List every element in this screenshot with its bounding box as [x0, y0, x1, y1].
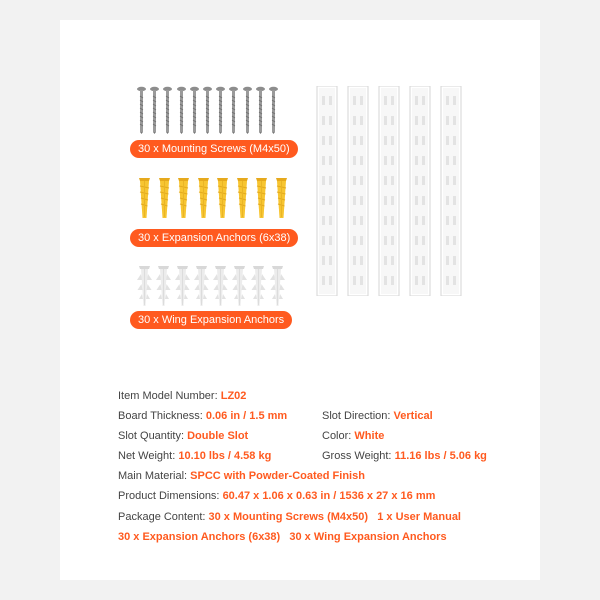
screw-icon: [175, 86, 188, 134]
expansion-anchor-icon: [233, 178, 253, 220]
spec-label: Net Weight:: [118, 450, 176, 462]
wings-row: [135, 266, 287, 308]
spec-quantity: [118, 429, 248, 443]
spec-value: 60.47 x 1.06 x 0.63 in / 1536 x 27 x 16 mm: [222, 490, 436, 502]
expansion-anchor-icon: [135, 178, 155, 220]
spec-value: 11.16 lbs / 5.06 kg: [394, 450, 487, 462]
wing-anchor-icon: [135, 266, 154, 308]
spec-value: Double Slot: [187, 430, 249, 442]
spec-package-cont: [118, 530, 447, 544]
wall-rail-icon: [378, 86, 400, 296]
spec-direction: [322, 409, 433, 423]
spec-label: Gross Weight:: [322, 450, 392, 462]
expansion-anchor-icon: [213, 178, 233, 220]
spec-value: 30 x Wing Expansion Anchors: [289, 531, 447, 543]
wall-rail-icon: [347, 86, 369, 296]
screw-icon: [161, 86, 174, 134]
spec-value: 10.10 lbs / 4.58 kg: [178, 450, 272, 462]
wall-rail-icon: [409, 86, 431, 296]
spec-label: Slot Direction:: [322, 410, 391, 422]
screws-label: 30 x Mounting Screws (M4x50): [130, 140, 298, 158]
wing-anchor-icon: [211, 266, 230, 308]
spec-label: Item Model Number:: [118, 390, 218, 402]
anchors-label: 30 x Expansion Anchors (6x38): [130, 229, 298, 247]
spec-model: [118, 389, 246, 403]
spec-value: 30 x Expansion Anchors (6x38): [118, 531, 281, 543]
wing-anchor-icon: [192, 266, 211, 308]
expansion-anchor-icon: [174, 178, 194, 220]
spec-value: 30 x Mounting Screws (M4x50): [208, 511, 369, 523]
screw-icon: [214, 86, 227, 134]
spec-label: Package Content:: [118, 511, 206, 523]
expansion-anchor-icon: [252, 178, 272, 220]
screw-icon: [267, 86, 280, 134]
spec-value: SPCC with Powder-Coated Finish: [190, 470, 365, 482]
spec-color: [322, 429, 384, 443]
spec-value: Vertical: [393, 410, 433, 422]
screw-icon: [227, 86, 240, 134]
wing-anchor-icon: [173, 266, 192, 308]
screw-icon: [135, 86, 148, 134]
screw-icon: [254, 86, 267, 134]
spec-dimensions: [118, 489, 435, 503]
screw-icon: [148, 86, 161, 134]
spec-thickness: [118, 409, 287, 423]
wing-anchor-icon: [268, 266, 287, 308]
wing-anchor-icon: [230, 266, 249, 308]
spec-value: LZ02: [220, 390, 247, 402]
anchors-row: [135, 178, 291, 220]
screws-row: [135, 86, 280, 134]
wall-rail-icon: [440, 86, 462, 296]
screw-icon: [188, 86, 201, 134]
expansion-anchor-icon: [272, 178, 292, 220]
wings-label: 30 x Wing Expansion Anchors: [130, 311, 292, 329]
spec-label: Main Material:: [118, 470, 188, 482]
spec-value: 1 x User Manual: [377, 511, 461, 523]
spec-value: 0.06 in / 1.5 mm: [205, 410, 288, 422]
spec-net-weight: [118, 449, 271, 463]
spec-value: White: [354, 430, 385, 442]
expansion-anchor-icon: [194, 178, 214, 220]
wing-anchor-icon: [154, 266, 173, 308]
spec-label: Color:: [322, 430, 352, 442]
spec-material: [118, 469, 365, 483]
spec-label: Board Thickness:: [118, 410, 203, 422]
expansion-anchor-icon: [155, 178, 175, 220]
wing-anchor-icon: [249, 266, 268, 308]
screw-icon: [241, 86, 254, 134]
spec-label: Slot Quantity:: [118, 430, 185, 442]
screw-icon: [201, 86, 214, 134]
spec-label: Product Dimensions:: [118, 490, 220, 502]
wall-rail-icon: [316, 86, 338, 296]
spec-package: [118, 510, 461, 524]
spec-gross-weight: [322, 449, 487, 463]
